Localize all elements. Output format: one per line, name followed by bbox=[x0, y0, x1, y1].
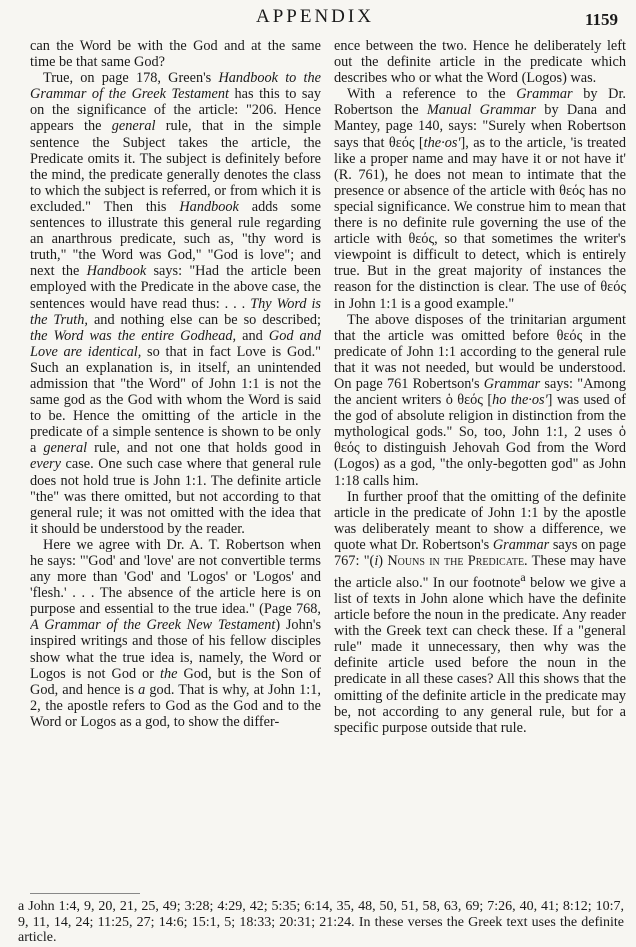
footnote-reference: a bbox=[520, 570, 526, 585]
paragraph: In further proof that the omitting of the definite article in the predicate of John 1:1 by the apostle was deliberately meant to show a difference, we quote what Dr. Robertson's Grammar says on page 767: "(i) Nouns in the Predicate. These may have the article also." In our footnote$^a$ below we give a list of texts in John alone which have the definite article before the noun in the predicate. Any reader with the Greek text can check these. If a "general rule" made it unnecessary, then why was the definite article used before the noun in the predicate in all these cases? All this shows that the omitting of the definite article in the predicate may be, not according to any general rule, but for a specific purpose outside that rule. bbox=[334, 488, 626, 736]
footnote bbox=[18, 899, 624, 946]
paragraph: ence between the two. Hence he deliberately left out the definite article in the predicate which describes who or what the Word (Logos) was. bbox=[334, 38, 626, 87]
footnote-marker: a bbox=[18, 899, 25, 914]
page-number: 1159 bbox=[585, 10, 619, 29]
paragraph: Here we agree with Dr. A. T. Robertson when he says: "'God' and 'love' are not convertible terms any more than 'God' and 'Logos' or 'Logos' and 'flesh.' . . . The absence of the article here is on purpose and essential to the true idea." (Page 768, A Grammar of the Greek New Testament) John's inspired writings and those of his fellow disciples show what the true idea is, namely, the Word or Logos is not God or the God, but is the Son of God, and hence is a god. That is why, at John 1:1, 2, the apostle refers to God as the God and to the Word or Logos as a god, to show the differ- bbox=[30, 536, 321, 730]
left-column bbox=[30, 38, 321, 730]
footnote-divider bbox=[30, 893, 140, 894]
paragraph: The above disposes of the trinitarian argument that the article was omitted before θεός in the predicate of John 1:1 according to the general rule that it was not needed, but would be understood. On page 761 Robertson's Grammar says: "Among the ancient writers ὁ θεός [ho the·os'] was used of the god of absolute religion in distinction from the mythological gods." So, too, John 1:1, 2 uses ὁ θεός to distinguish Jehovah God from the Word (Logos) as a god, "the only-begotten god" as John 1:18 calls him. bbox=[334, 311, 626, 489]
footnote-text: John 1:4, 9, 20, 21, 25, 49; 3:28; 4:29, 42; 5:35; 6:14, 35, 48, 50, 51, 58, 63, 69; 7:26, 40, 41; 8:12; 10:7, 9, 11, 14, 24; 11:25, 27; 14:6; 15:1, 5; 18:33; 20:31; 21:24. In these verses the Greek text uses the definite article. bbox=[18, 899, 625, 945]
right-column bbox=[334, 38, 626, 736]
running-title: APPENDIX bbox=[256, 6, 374, 27]
page-header bbox=[0, 4, 636, 32]
paragraph: True, on page 178, Green's Handbook to the Grammar of the Greek Testament has this to say on the significance of the article: "206. Hence appears the general rule, that in the simple sentence the Subject takes the article, the Predicate omits it. The subject is definitely before the mind, the predicate generally denotes the class to which the subject is referred, or from which it is excluded." Then this Handbook adds some sentences to illustrate this general rule regarding an anarthrous predicate, such as, "thy word is truth," "the Word was God," "God is love"; and next the Handbook says: "Had the article been employed with the Predicate in the above case, the sentences would have read thus: . . . Thy Word is the Truth, and nothing else can be so described; the Word was the entire Godhead, and God and Love are identical, so that in fact Love is God." Such an explanation is, in itself, an unintended admission that "the Word" of John 1:1 is not the same god as the God with whom the Word is said to be. Hence the omitting of the article in the predicate of a simple sentence is shown to be only a general rule, and not one that holds good in every case. One such case where that general rule does not hold true is John 1:1. The definite article "the" was there omitted, but not according to that general rule; it was not omitted with the idea that it should be understood by the reader. bbox=[30, 70, 321, 537]
paragraph: can the Word be with the God and at the same time be that same God? bbox=[30, 38, 321, 71]
paragraph: With a reference to the Grammar by Dr. Robertson the Manual Grammar by Dana and Mantey, page 140, says: "Surely when Robertson says that θεός [the·os'], as to the article, 'is treated like a proper name and may have it or not have it' (R. 761), he does not mean to intimate that the presence or absence of the article with θεός has no special significance. We construe him to mean that there is no definite rule governing the use of the article with θεός, so that sometimes the writer's viewpoint is difficult to detect, which is entirely true. But in the great majority of instances the reason for the distinction is clear. The use of θεός in John 1:1 is a good example." bbox=[334, 86, 626, 312]
